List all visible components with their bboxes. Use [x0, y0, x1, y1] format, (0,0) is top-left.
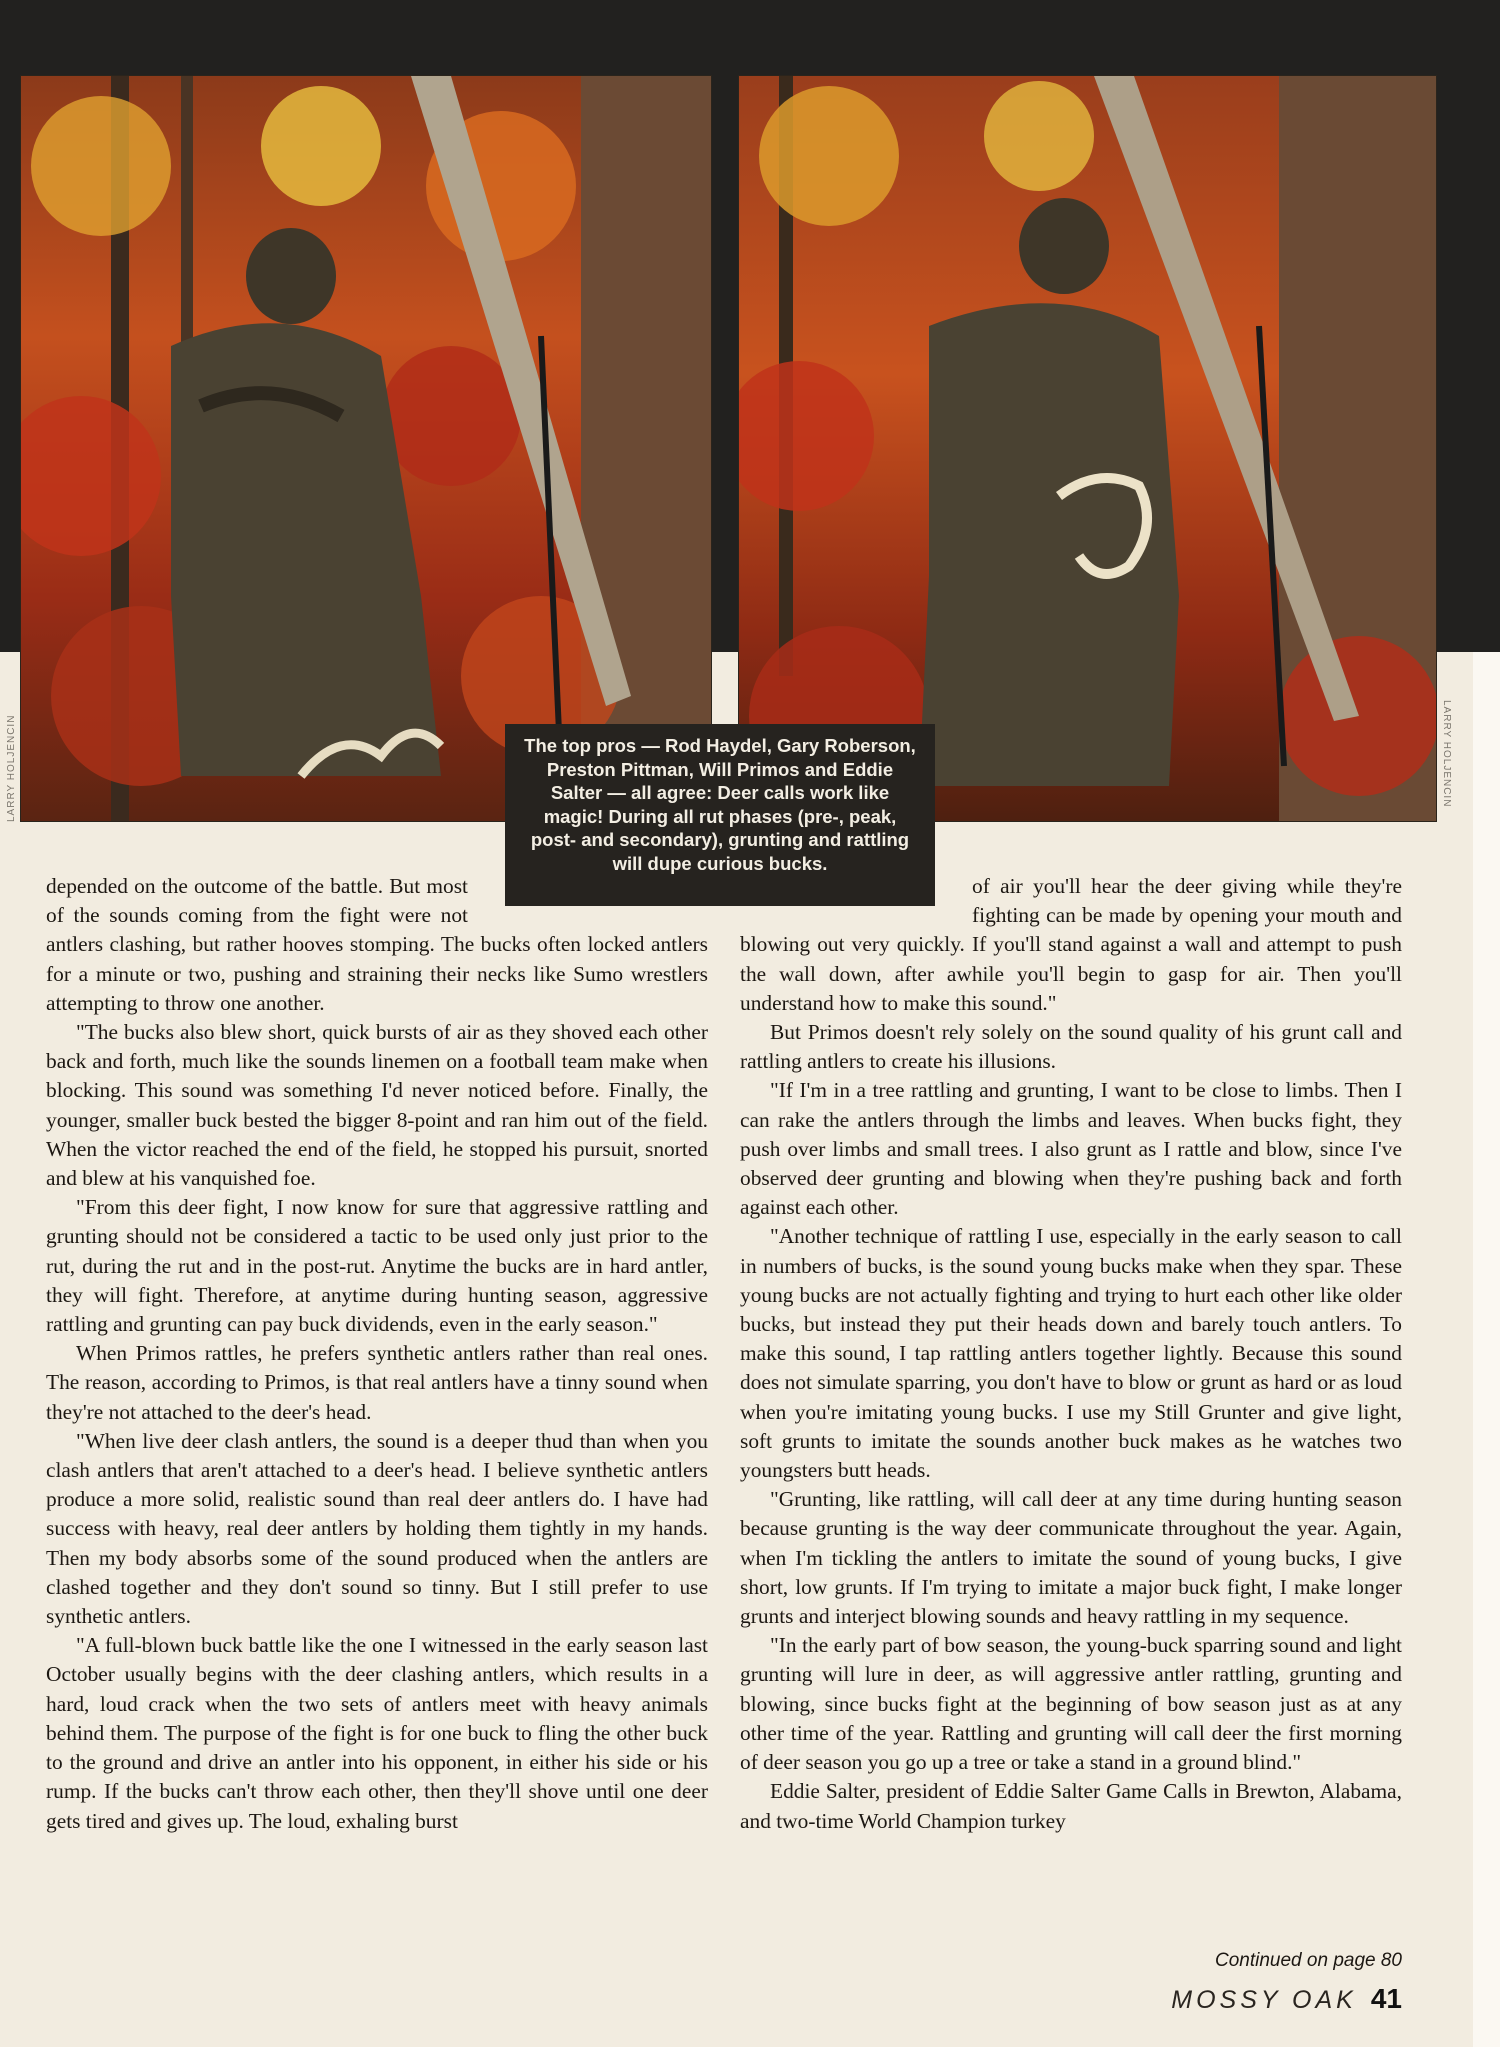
text-column-right [740, 872, 1402, 1836]
paragraph: "The bucks also blew short, quick bursts of air as they shoved each other back and forth, much like the sounds linemen on a football team make when blocking. This sound was something I'd never noticed before. Finally, the younger, smaller buck bested the bigger 8-point and ran him out of the field. When the victor reached the end of the field, he stopped his pursuit, snorted and blew at his vanquished foe. [46, 1020, 708, 1191]
continued-notice: Continued on page 80 [1215, 1950, 1402, 1971]
photo-hunter-rattling [738, 75, 1437, 822]
caption-wrap-spacer [468, 872, 708, 924]
photo-hunter-grunting [20, 75, 712, 822]
photo-caption: The top pros — Rod Haydel, Gary Roberson, Preston Pittman, Will Primos and Eddie Salter — all agree: Deer calls work like magic! During all rut phases (pre-, peak, post- and secondary), grunting and rattling will dupe curious bucks. [505, 724, 935, 906]
page-edge-strip [1473, 652, 1500, 2047]
paragraph: When Primos rattles, he prefers synthetic antlers rather than real ones. The reason, according to Primos, is that real antlers have a tinny sound when they're not attached to the deer's head. [46, 1341, 708, 1424]
paragraph: "If I'm in a tree rattling and grunting, I want to be close to limbs. Then I can rake the antlers through the limbs and leaves. When bucks fight, they push over limbs and small trees. I also grunt as I rattle and blow, since I've observed deer grunting and blowing when they're pushing back and forth against each other. [740, 1078, 1402, 1220]
paragraph: Eddie Salter, president of Eddie Salter Game Calls in Brewton, Alabama, and two-time World Champion turkey [740, 1779, 1402, 1833]
paragraph: depended on the outcome of the battle. But most of the sounds coming from the fight were not antlers clashing, but rather hooves stomping. The bucks often locked antlers for a minute or two, pushing and straining their necks like Sumo wrestlers attempting to throw one another. [46, 874, 708, 1015]
magazine-name: MOSSY OAK [1171, 1986, 1357, 2014]
page-footer [1120, 1983, 1402, 2015]
paragraph: of air you'll hear the deer giving while they're fighting can be made by opening your mouth and blowing out very quickly. If you'll stand against a wall and attempt to push the wall down, after awhile you'll begin to gasp for air. Then you'll understand how to make this sound." [740, 874, 1402, 1015]
text-column-left [46, 872, 708, 1836]
photo-credit-left: LARRY HOLJENCIN [6, 714, 17, 822]
paragraph: But Primos doesn't rely solely on the sound quality of his grunt call and rattling antlers to create his illusions. [740, 1020, 1402, 1074]
paragraph: "From this deer fight, I now know for sure that aggressive rattling and grunting should not be considered a tactic to be used only just prior to the rut, during the rut and in the post-rut. Anytime the bucks are in hard antler, they will fight. Therefore, at anytime during hunting season, aggressive rattling and grunting can pay buck dividends, even in the early season." [46, 1195, 708, 1337]
photo-hunter-grunting-illustration [21, 76, 711, 821]
caption-wrap-spacer [740, 872, 972, 930]
page-number: 41 [1370, 1983, 1402, 2014]
paragraph: "When live deer clash antlers, the sound is a deeper thud than when you clash antlers that aren't attached to a deer's head. I believe synthetic antlers produce a more solid, realistic sound than real deer antlers do. I have had success with heavy, real deer antlers by holding them tightly in my hands. Then my body absorbs some of the sound produced when the antlers are clashed together and they don't sound so tinny. But I still prefer to use synthetic antlers. [46, 1428, 708, 1629]
paragraph: "A full-blown buck battle like the one I witnessed in the early season last October usually begins with the deer clashing antlers, which results in a hard, loud crack when the two sets of antlers meet with heavy animals behind them. The purpose of the fight is for one buck to fling the other buck to the ground and drive an antler into his opponent, in either his side or his rump. If the bucks can't throw each other, then they'll shove until one deer gets tired and gives up. The loud, exhaling burst [46, 1633, 708, 1833]
paragraph: "In the early part of bow season, the young-buck sparring sound and light grunting will lure in deer, as will aggressive antler rattling, grunting and blowing, since bucks fight at the beginning of bow season just as at any other time of the year. Rattling and grunting will call deer the first morning of deer season you go up a tree or take a stand in a ground blind." [740, 1633, 1402, 1775]
paragraph: "Grunting, like rattling, will call deer at any time during hunting season because grunting is the way deer communicate throughout the year. Again, when I'm tickling the antlers to imitate the sound of young bucks, I give short, low grunts. If I'm trying to imitate a major buck fight, I make longer grunts and interject blowing sounds and heavy rattling in my sequence. [740, 1487, 1402, 1629]
photo-hunter-rattling-illustration [739, 76, 1436, 821]
paragraph: "Another technique of rattling I use, especially in the early season to call in numbers of bucks, is the sound young bucks make when they spar. These young bucks are not actually fighting and trying to hurt each other like older bucks, but instead they put their heads down and barely touch antlers. To make this sound, I tap rattling antlers together lightly. Because this sound does not simulate sparring, you don't have to blow or grunt as hard or as loud when you're imitating young bucks. I use my Still Grunter and give light, soft grunts to imitate the sounds another buck makes as he watches two youngsters butt heads. [740, 1224, 1402, 1483]
photo-credit-right: LARRY HOLJENCIN [1441, 700, 1452, 808]
